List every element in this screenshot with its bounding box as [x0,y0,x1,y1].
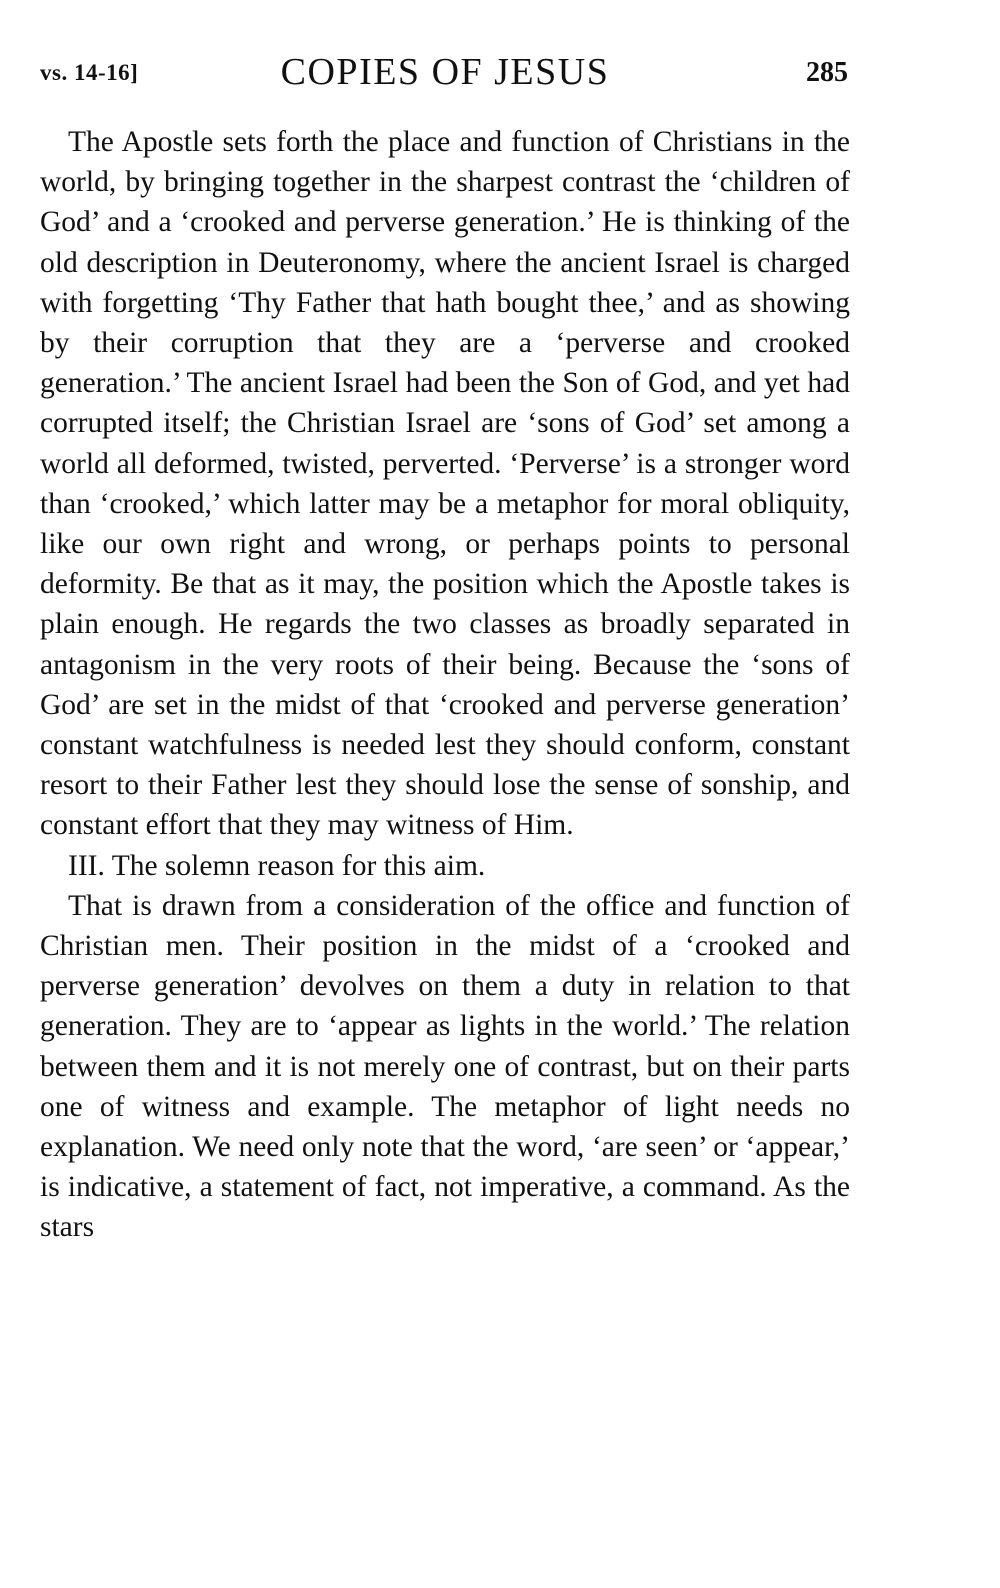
running-title: COPIES OF JESUS [280,51,610,93]
section-heading-iii: III. The solemn reason for this aim. [68,849,486,882]
verse-reference: vs. 14-16] [40,60,139,85]
page-number: 285 [806,57,848,88]
running-head [40,50,850,104]
paragraph-2: That is drawn from a consideration of the office and function of Christian men. Their position in the midst of a ‘crooked and perverse generation’ devolves on them a duty in relation to that generation. They are to ‘appear as lights in the world.’ The relation between them and it is not merely one of contrast, but on their parts one of witness and example. The metaphor of light needs no explanation. We need only note that the word, ‘are seen’ or ‘appear,’ is indicative, a statement of fact, not imperative, a command. As the stars [40,889,850,1244]
book-page [40,50,850,1248]
paragraph-1: The Apostle sets forth the place and function of Christians in the world, by bringing together in the sharpest contrast the ‘children of God’ and a ‘crooked and perverse generation.’ He is thinking of the old description in Deuteronomy, where the ancient Israel is charged with forgetting ‘Thy Father that hath bought thee,’ and as showing by their corruption that they are a ‘perverse and crooked generation.’ The ancient Israel had been the Son of God, and yet had corrupted itself; the Christian Israel are ‘sons of God’ set among a world all deformed, twisted, perverted. ‘Perverse’ is a stronger word than ‘crooked,’ which latter may be a metaphor for moral obliquity, like our own right and wrong, or perhaps points to personal deformity. Be that as it may, the position which the Apostle takes is plain enough. He regards the two classes as broadly separated in antagonism in the very roots of their being. Because the ‘sons of God’ are set in the midst of that ‘crooked and perverse generation’ constant watchfulness is needed lest they should conform, constant resort to their Father lest they should lose the sense of sonship, and constant effort that they may witness of Him. [40,126,850,842]
